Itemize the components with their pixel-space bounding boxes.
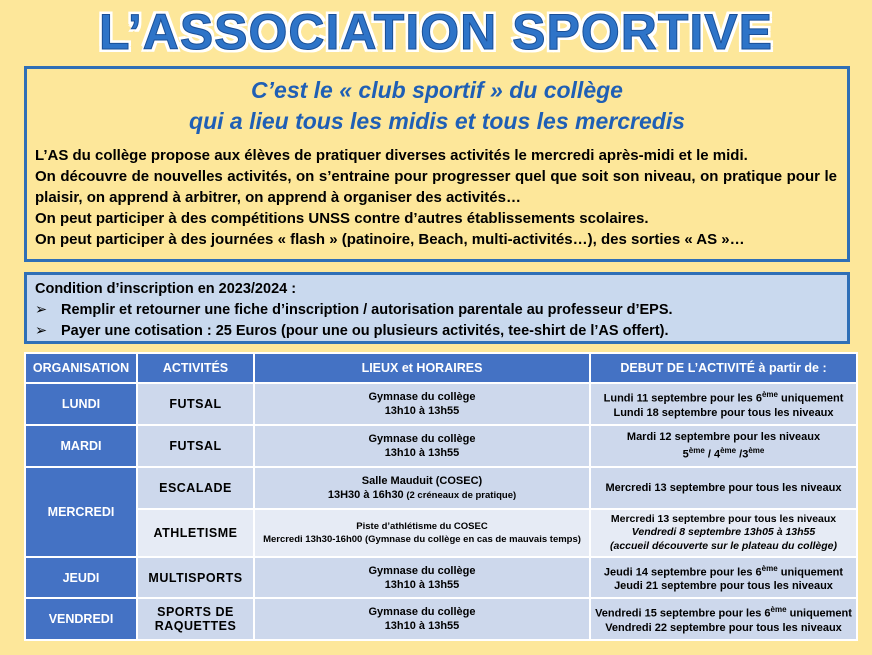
activity-cell — [137, 598, 254, 640]
intro-paragraphs — [27, 145, 847, 250]
inscription-box — [24, 272, 850, 344]
time-line: 13h10 à 13h55 — [384, 578, 460, 591]
inscription-condition: Condition d’inscription en 2023/2024 : — [35, 281, 297, 297]
location-line: Gymnase du collège — [368, 564, 476, 577]
arrow-bullet-icon: ➢ — [35, 323, 48, 339]
arrow-bullet-icon: ➢ — [35, 302, 48, 318]
start-cell — [590, 425, 857, 467]
header-debut-activite: DEBUT DE L’ACTIVITÉ à partir de : — [590, 353, 857, 383]
header-organisation: ORGANISATION — [25, 353, 137, 383]
time-note: (2 créneaux de pratique) — [403, 489, 517, 501]
day-cell: MERCREDI — [25, 467, 137, 557]
start-cell — [590, 598, 857, 640]
inscription-item-text: Payer une cotisation : 25 Euros (pour une ou plusieurs activités, tee-shirt de l’AS offert). — [61, 323, 669, 339]
start-line — [593, 562, 854, 580]
start-line — [593, 388, 854, 406]
start-text: uniquement — [777, 566, 844, 579]
superscript: ème — [770, 605, 787, 615]
location-cell — [254, 383, 590, 425]
time-text: 13H30 à 16h30 — [327, 488, 404, 501]
day-cell: MARDI — [25, 425, 137, 467]
start-cell — [590, 557, 857, 598]
table-row — [25, 509, 857, 557]
location-cell — [254, 509, 590, 557]
intro-paragraph-2: On découvre de nouvelles activités, on s’entraine pour progresser quel que soit son niveau, on pratique pour le plaisir, on apprend à arbitrer, on apprend à organiser des activités… — [35, 168, 837, 206]
header-activites: ACTIVITÉS — [137, 353, 254, 383]
level-text: 3 — [742, 448, 749, 461]
start-line: Lundi 18 septembre pour tous les niveaux — [613, 406, 834, 419]
start-text: uniquement — [786, 607, 852, 620]
start-cell — [590, 383, 857, 425]
start-line: Mardi 12 septembre pour les niveaux — [626, 431, 821, 444]
time-line: 13h10 à 13h55 — [384, 447, 460, 459]
superscript: ème — [720, 446, 737, 456]
inscription-item-1 — [35, 300, 839, 321]
location-line: Piste d’athlétisme du COSEC — [356, 521, 488, 532]
table-row — [25, 383, 857, 425]
location-cell — [254, 557, 590, 598]
superscript: ème — [688, 446, 705, 456]
activity-line: SPORTS DE — [157, 605, 234, 619]
superscript: ème — [761, 563, 778, 573]
start-cell — [590, 509, 857, 557]
header-lieux-horaires: LIEUX et HORAIRES — [254, 353, 590, 383]
activity-cell: ESCALADE — [137, 467, 254, 509]
start-text: Lundi 11 septembre pour les 6 — [603, 392, 762, 405]
start-line: Jeudi 21 septembre pour tous les niveaux — [614, 580, 833, 593]
location-line: Gymnase du collège — [368, 606, 476, 618]
location-line: Gymnase du collège — [368, 433, 476, 445]
location-line: Gymnase du collège — [368, 391, 476, 403]
superscript: ème — [761, 390, 778, 400]
activity-cell: ATHLETISME — [137, 509, 254, 557]
start-text: uniquement — [777, 392, 844, 405]
location-cell — [254, 598, 590, 640]
page-title: L’ASSOCIATION SPORTIVE — [99, 4, 773, 60]
time-line: Mercredi 13h30-16h00 (Gymnase du collège en cas de mauvais temps) — [263, 534, 581, 545]
start-line: Vendredi 8 septembre 13h05 à 13h55 — [631, 526, 816, 539]
start-line: Vendredi 22 septembre pour tous les niveaux — [605, 621, 842, 634]
day-cell: VENDREDI — [25, 598, 137, 640]
intro-paragraph-4: On peut participer à des journées « flash » (patinoire, Beach, multi-activités…), des sorties « AS »… — [35, 231, 745, 248]
time-line — [257, 488, 587, 503]
location-line: Salle Mauduit (COSEC) — [361, 474, 483, 487]
intro-paragraph-1: L’AS du collège propose aux élèves de pratiquer diverses activités le mercredi après-midi et le midi. — [35, 147, 748, 164]
table-row — [25, 467, 857, 509]
start-text: Jeudi 14 septembre pour les 6 — [603, 566, 762, 579]
start-line: Mercredi 13 septembre pour tous les niveaux — [610, 512, 837, 525]
intro-subtitle-1: C’est le « club sportif » du collège — [251, 77, 623, 103]
table-row — [25, 557, 857, 598]
inscription-item-text: Remplir et retourner une fiche d’inscription / autorisation parentale au professeur d’EPS. — [61, 302, 673, 318]
separator: / — [736, 448, 743, 461]
day-cell: LUNDI — [25, 383, 137, 425]
schedule-table — [24, 352, 858, 641]
superscript: ème — [748, 446, 765, 456]
day-cell: JEUDI — [25, 557, 137, 598]
intro-box — [24, 66, 850, 262]
table-row — [25, 425, 857, 467]
time-line: 13h10 à 13h55 — [384, 620, 460, 632]
start-line — [593, 603, 854, 621]
inscription-item-2 — [35, 321, 839, 342]
location-cell — [254, 425, 590, 467]
activity-cell: FUTSAL — [137, 383, 254, 425]
time-line: 13h10 à 13h55 — [384, 405, 460, 417]
activity-line: RAQUETTES — [154, 619, 237, 633]
location-cell — [254, 467, 590, 509]
intro-paragraph-3: On peut participer à des compétitions UNSS contre d’autres établissements scolaires. — [35, 210, 649, 227]
activity-cell: FUTSAL — [137, 425, 254, 467]
level-text: 5 — [682, 448, 689, 461]
start-line: (accueil découverte sur le plateau du collège) — [610, 539, 837, 552]
level-text: 4 — [713, 448, 721, 461]
table-row — [25, 598, 857, 640]
start-text: Vendredi 15 septembre pour les 6 — [595, 607, 771, 620]
intro-subtitle-2: qui a lieu tous les midis et tous les mercredis — [189, 108, 685, 134]
activity-cell: MULTISPORTS — [137, 557, 254, 598]
separator: / — [704, 448, 714, 461]
table-header-row — [25, 353, 857, 383]
levels-line — [593, 444, 854, 462]
start-cell: Mercredi 13 septembre pour tous les niveaux — [590, 467, 857, 509]
